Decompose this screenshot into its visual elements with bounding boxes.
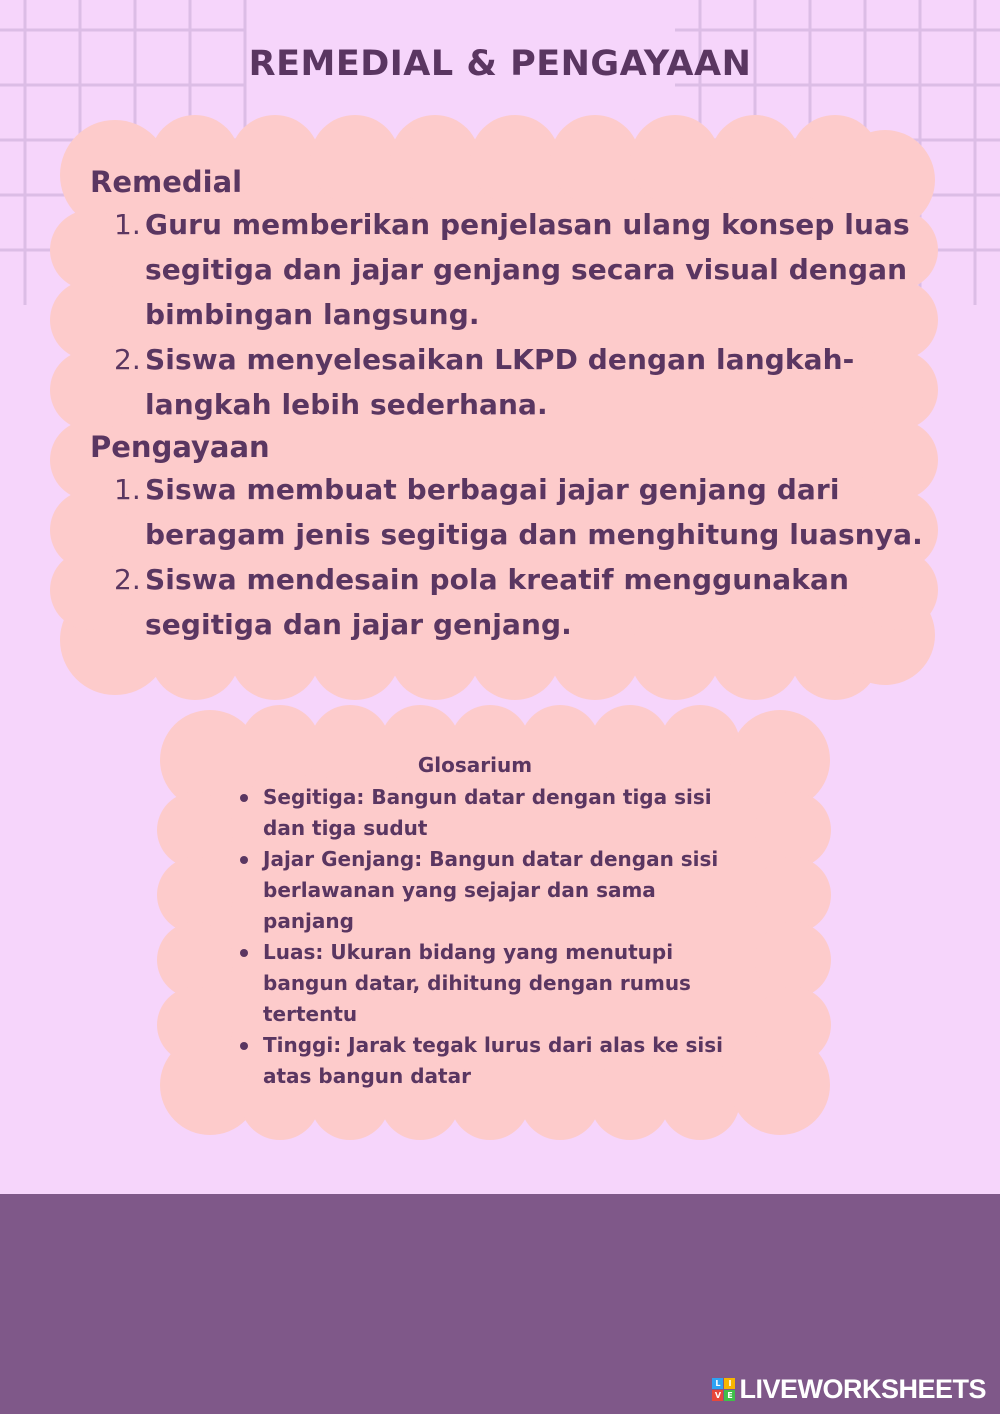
bullet-icon (240, 949, 248, 957)
item-number: 2. (114, 343, 141, 376)
icon-letter: L (712, 1378, 723, 1389)
glossary-item (235, 1030, 735, 1092)
bullet-icon (240, 856, 248, 864)
glossary-title: Glosarium (417, 753, 533, 777)
item-number: 1. (114, 473, 141, 506)
glossary-text: Luas: Ukuran bidang yang menutupi bangun datar, dihitung dengan rumus tertentu (263, 940, 691, 1026)
glossary-text: Tinggi: Jarak tegak lurus dari alas ke sisi atas bangun datar (263, 1033, 724, 1088)
item-text: Siswa membuat berbagai jajar genjang dari beragam jenis segitiga dan menghitung luasnya. (145, 473, 923, 551)
liveworksheets-icon (712, 1378, 735, 1401)
pengayaan-heading: Pengayaan (90, 430, 270, 464)
glossary-item (235, 782, 735, 844)
list-item (90, 557, 930, 647)
glossary-item (235, 844, 735, 937)
bullet-icon (240, 1042, 248, 1050)
brand-logo[interactable] (712, 1372, 986, 1406)
remedial-pengayaan-panel (90, 162, 930, 647)
glossary-panel (235, 750, 735, 1092)
footer-band (0, 1194, 1000, 1414)
page-title: REMEDIAL & PENGAYAAN (248, 44, 752, 84)
item-text: Siswa menyelesaikan LKPD dengan langkah-langkah lebih sederhana. (145, 343, 855, 421)
item-number: 2. (114, 563, 141, 596)
glossary-list (235, 782, 735, 1092)
glossary-text: Segitiga: Bangun datar dengan tiga sisi dan tiga sudut (263, 785, 712, 840)
item-text: Siswa mendesain pola kreatif menggunakan segitiga dan jajar genjang. (145, 563, 850, 641)
icon-letter: I (724, 1378, 735, 1389)
list-item (90, 202, 930, 337)
list-item (90, 467, 930, 557)
bullet-icon (240, 794, 248, 802)
item-text: Guru memberikan penjelasan ulang konsep luas segitiga dan jajar genjang secara visual dengan bimbingan langsung. (145, 208, 910, 331)
glossary-text: Jajar Genjang: Bangun datar dengan sisi berlawanan yang sejajar dan sama panjang (263, 847, 719, 933)
brand-text: LIVEWORKSHEETS (739, 1373, 986, 1404)
item-number: 1. (114, 208, 141, 241)
list-item (90, 337, 930, 427)
pengayaan-list (90, 467, 930, 647)
remedial-list (90, 202, 930, 427)
icon-letter: V (712, 1390, 723, 1401)
glossary-item (235, 937, 735, 1030)
remedial-heading: Remedial (90, 165, 243, 199)
icon-letter: E (724, 1390, 735, 1401)
